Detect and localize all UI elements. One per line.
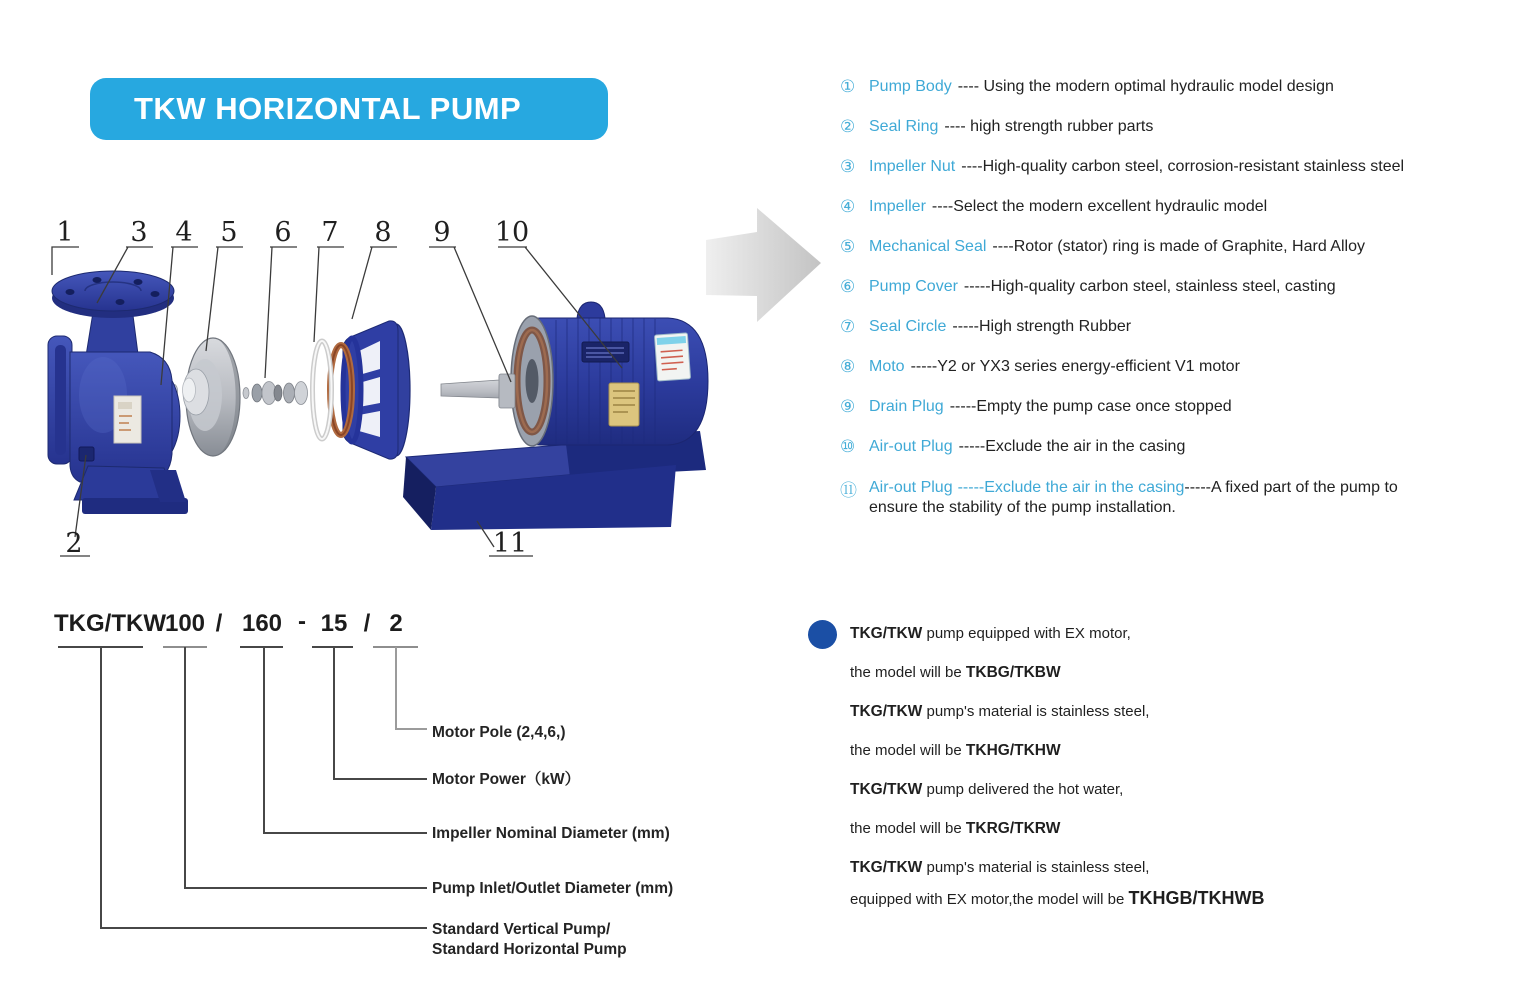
note-text: equipped with EX motor,the model will be bbox=[850, 891, 1129, 908]
note-model-code: TKRG/TKRW bbox=[965, 820, 1061, 837]
callout-6: 6 bbox=[274, 217, 292, 248]
note-model-code: TKHG/TKHW bbox=[965, 742, 1061, 759]
note-text: pump's material is stainless steel, bbox=[922, 703, 1150, 720]
part-description: -----Y2 or YX3 series energy-efficient V1 motor bbox=[910, 358, 1240, 375]
part-description-line2: ensure the stability of the pump installation. bbox=[869, 499, 1176, 516]
base-plate bbox=[403, 431, 706, 530]
callout-2: 2 bbox=[65, 528, 83, 559]
part-description: -----A fixed part of the pump to bbox=[1184, 479, 1398, 496]
note-line bbox=[850, 743, 1264, 759]
part-term: Impeller Nut bbox=[869, 158, 956, 175]
parts-list-item bbox=[840, 478, 1404, 518]
pump-body bbox=[48, 271, 188, 514]
label-inlet-outlet-diameter: Pump Inlet/Outlet Diameter (mm) bbox=[432, 880, 674, 897]
part-description: ----Select the modern excellent hydraulic model bbox=[931, 198, 1268, 215]
part-description: ----High-quality carbon steel, corrosion-resistant stainless steel bbox=[961, 158, 1405, 175]
model-segment-inlet: 100 bbox=[164, 610, 206, 637]
part-term: Pump Body bbox=[869, 78, 952, 95]
part-description: ---- Using the modern optimal hydraulic model design bbox=[957, 78, 1334, 95]
label-motor-power: Motor Power（kW） bbox=[432, 771, 581, 788]
item-number-badge: ① bbox=[840, 77, 856, 96]
part-description: -----High strength Rubber bbox=[952, 318, 1132, 335]
callout-1: 1 bbox=[56, 217, 74, 248]
note-model-code: TKHGB/TKHWB bbox=[1128, 888, 1265, 908]
callout-3: 3 bbox=[130, 217, 148, 248]
drain-plug bbox=[79, 447, 94, 461]
model-segment-power: 15 bbox=[320, 610, 348, 637]
model-segment-series: TKG/TKW bbox=[54, 610, 166, 637]
model-segment-impeller: 160 bbox=[241, 610, 283, 637]
part-term: Mechanical Seal bbox=[869, 238, 987, 255]
note-model-code: TKBG/TKBW bbox=[965, 664, 1061, 681]
note-text: the model will be bbox=[850, 820, 966, 837]
item-number-badge: ④ bbox=[840, 197, 856, 216]
transition-arrow bbox=[706, 208, 821, 322]
part-description: -----Empty the pump case once stopped bbox=[949, 398, 1232, 415]
item-number-badge: ⑩ bbox=[840, 437, 856, 456]
callout-4: 4 bbox=[175, 217, 193, 248]
parts-list-item bbox=[840, 307, 1404, 347]
note-line bbox=[850, 626, 1264, 642]
label-pump-type-line2: Standard Horizontal Pump bbox=[432, 941, 627, 958]
note-model-prefix: TKG/TKW bbox=[850, 859, 923, 876]
callout-9: 9 bbox=[433, 217, 451, 248]
parts-list-item bbox=[840, 147, 1404, 187]
part-description: ---- high strength rubber parts bbox=[944, 118, 1154, 135]
note-text: pump equipped with EX motor, bbox=[922, 625, 1131, 642]
part-term: Drain Plug bbox=[869, 398, 944, 415]
part-term: Seal Ring bbox=[869, 118, 939, 135]
page-title: TKW HORIZONTAL PUMP bbox=[134, 91, 522, 126]
item-number-badge: ⑤ bbox=[840, 237, 856, 256]
note-text: the model will be bbox=[850, 742, 966, 759]
callout-8: 8 bbox=[374, 217, 392, 248]
callout-10: 10 bbox=[494, 217, 530, 248]
part-term: Impeller bbox=[869, 198, 926, 215]
label-impeller-diameter: Impeller Nominal Diameter (mm) bbox=[432, 825, 670, 842]
note-model-prefix: TKG/TKW bbox=[850, 625, 923, 642]
note-line bbox=[850, 821, 1264, 837]
note-line bbox=[850, 860, 1264, 876]
note-line bbox=[850, 704, 1264, 720]
callout-5: 5 bbox=[220, 217, 238, 248]
item-number-badge: ⑨ bbox=[840, 397, 856, 416]
notes-bullet bbox=[808, 620, 837, 649]
parts-list-item bbox=[840, 347, 1404, 387]
model-breakdown-diagram bbox=[40, 595, 700, 985]
item-number-badge: ⑧ bbox=[840, 357, 856, 376]
note-text: pump delivered the hot water, bbox=[922, 781, 1124, 798]
motor-dark-label bbox=[582, 342, 629, 362]
model-segment-pole: 2 bbox=[389, 610, 403, 637]
item-number-badge: ③ bbox=[840, 157, 856, 176]
part-term-extra: -----Exclude the air in the casing bbox=[957, 479, 1185, 496]
note-text: the model will be bbox=[850, 664, 966, 681]
callout-11: 11 bbox=[492, 528, 528, 559]
note-model-prefix: TKG/TKW bbox=[850, 703, 923, 720]
model-notes bbox=[850, 626, 1264, 931]
item-number-badge: ⑪ bbox=[840, 480, 857, 500]
item-number-badge: ② bbox=[840, 117, 856, 136]
parts-list-item bbox=[840, 387, 1404, 427]
parts-list-item bbox=[840, 227, 1404, 267]
label-pump-type-line1: Standard Vertical Pump/ bbox=[432, 921, 611, 938]
label-motor-pole: Motor Pole (2,4,6,) bbox=[432, 724, 566, 741]
note-line bbox=[850, 782, 1264, 798]
title-banner bbox=[90, 78, 608, 140]
item-number-badge: ⑥ bbox=[840, 277, 856, 296]
breakdown-connectors bbox=[58, 647, 427, 928]
motor-sticker bbox=[654, 333, 690, 381]
model-separator: / bbox=[215, 610, 223, 637]
model-separator: / bbox=[363, 610, 371, 637]
part-description: -----Exclude the air in the casing bbox=[958, 438, 1186, 455]
motor bbox=[441, 302, 708, 446]
part-description: ----Rotor (stator) ring is made of Graphite, Hard Alloy bbox=[992, 238, 1365, 255]
pump-cover bbox=[330, 321, 410, 459]
part-term: Air-out Plug bbox=[869, 479, 953, 496]
callout-7: 7 bbox=[321, 217, 339, 248]
parts-list-item bbox=[840, 187, 1404, 227]
part-term: Moto bbox=[869, 358, 905, 375]
impeller bbox=[183, 338, 241, 456]
part-term: Pump Cover bbox=[869, 278, 958, 295]
note-line bbox=[850, 665, 1264, 681]
parts-list-item bbox=[840, 67, 1404, 107]
note-text: pump's material is stainless steel, bbox=[922, 859, 1150, 876]
model-separator: - bbox=[298, 608, 306, 635]
parts-list bbox=[840, 67, 1404, 518]
part-term: Seal Circle bbox=[869, 318, 947, 335]
parts-list-item bbox=[840, 427, 1404, 467]
part-term: Air-out Plug bbox=[869, 438, 953, 455]
lifting-lug bbox=[577, 302, 605, 318]
parts-list-item bbox=[840, 267, 1404, 307]
mechanical-seal-parts bbox=[243, 382, 308, 405]
item-number-badge: ⑦ bbox=[840, 317, 856, 336]
parts-list-item bbox=[840, 107, 1404, 147]
note-model-prefix: TKG/TKW bbox=[850, 781, 923, 798]
note-line bbox=[850, 890, 1264, 908]
pump-exploded-diagram bbox=[30, 195, 840, 580]
part-description: -----High-quality carbon steel, stainless steel, casting bbox=[963, 278, 1336, 295]
